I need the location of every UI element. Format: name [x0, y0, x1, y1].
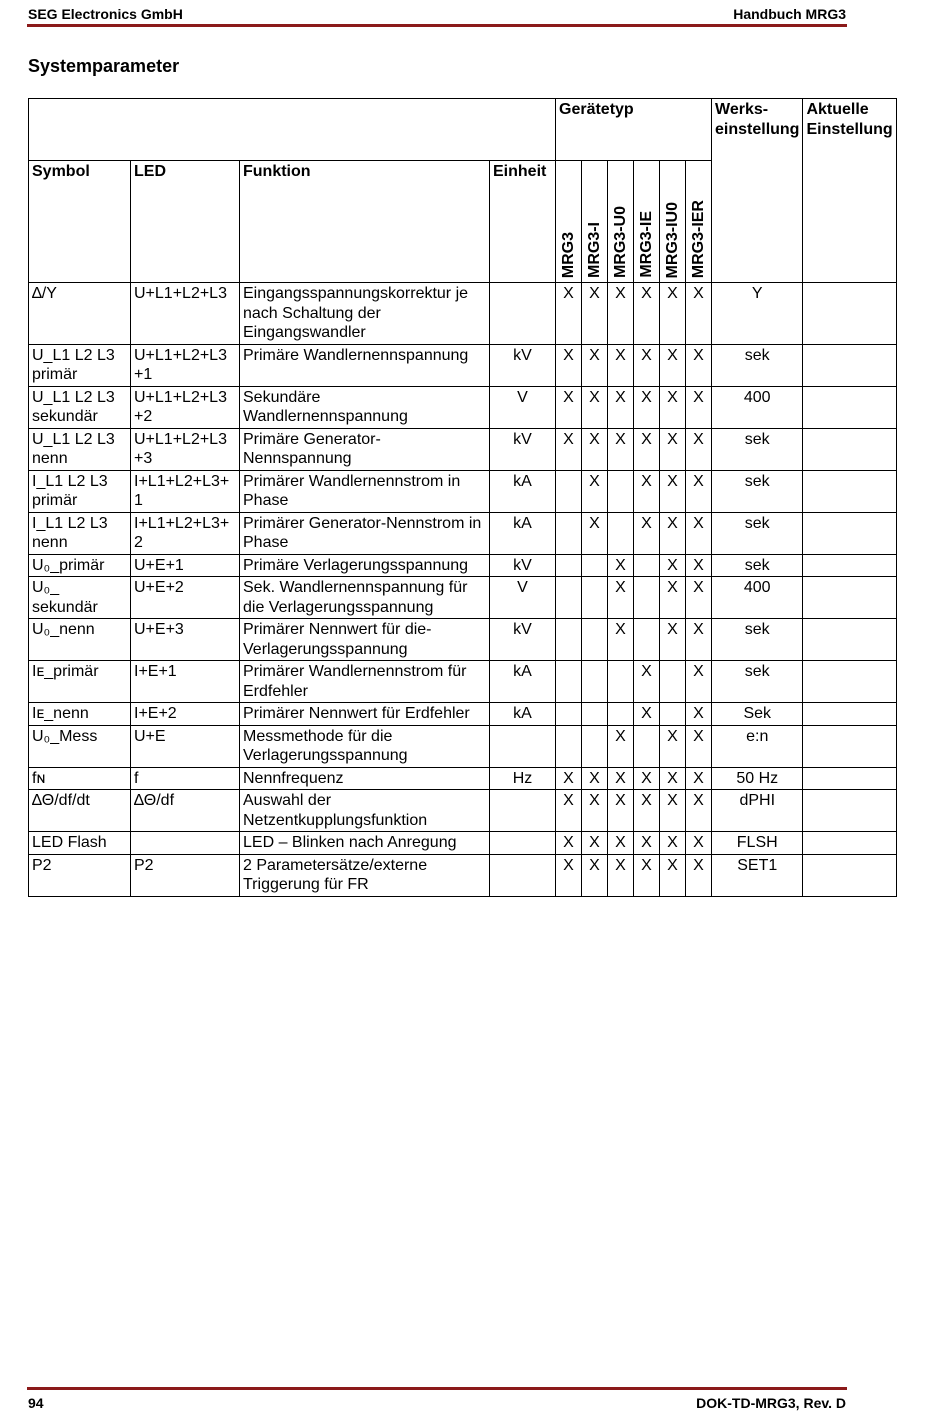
- cell-device-mrg3-iu0: X: [660, 854, 686, 896]
- cell-factory-setting: Y: [712, 283, 803, 345]
- table-row: [29, 703, 897, 726]
- cell-symbol: ∆Θ/df/dt: [29, 790, 131, 832]
- cell-device-mrg3-u0: X: [608, 725, 634, 767]
- cell-factory-setting: sek: [712, 344, 803, 386]
- cell-device-mrg3-ier: X: [686, 512, 712, 554]
- cell-device-mrg3: [556, 554, 582, 577]
- cell-device-mrg3-u0: X: [608, 619, 634, 661]
- cell-device-mrg3: X: [556, 344, 582, 386]
- cell-device-mrg3-u0: X: [608, 832, 634, 855]
- cell-led: U+L1+L2+L3 +2: [131, 386, 240, 428]
- cell-unit: [490, 832, 556, 855]
- table-row: [29, 512, 897, 554]
- cell-led: U+L1+L2+L3 +3: [131, 428, 240, 470]
- table-row: [29, 619, 897, 661]
- cell-unit: [490, 283, 556, 345]
- cell-device-mrg3-u0: X: [608, 554, 634, 577]
- cell-device-mrg3-iu0: X: [660, 470, 686, 512]
- cell-device-mrg3-iu0: X: [660, 832, 686, 855]
- cell-device-mrg3-ie: X: [634, 832, 660, 855]
- cell-symbol: U₀_primär: [29, 554, 131, 577]
- cell-symbol: ∆/Y: [29, 283, 131, 345]
- cell-symbol: I_L1 L2 L3 primär: [29, 470, 131, 512]
- cell-symbol: U₀_ sekundär: [29, 577, 131, 619]
- device-type-header: Gerätetyp: [556, 99, 712, 161]
- cell-device-mrg3-iu0: X: [660, 577, 686, 619]
- cell-function: Primärer Nennwert für die-Verlagerungsspannung: [240, 619, 490, 661]
- table-row: [29, 854, 897, 896]
- cell-function: Primärer Wandlernennstrom in Phase: [240, 470, 490, 512]
- cell-device-mrg3-ie: X: [634, 283, 660, 345]
- table-row: [29, 767, 897, 790]
- cell-symbol: I_L1 L2 L3 nenn: [29, 512, 131, 554]
- footer-rule: [27, 1387, 847, 1390]
- cell-device-mrg3-u0: [608, 661, 634, 703]
- cell-device-mrg3-u0: X: [608, 428, 634, 470]
- cell-function: Messmethode für die Verlagerungsspannung: [240, 725, 490, 767]
- header-rule: [27, 24, 847, 27]
- cell-led: I+E+2: [131, 703, 240, 726]
- table-row: [29, 725, 897, 767]
- table-row: [29, 790, 897, 832]
- cell-unit: kV: [490, 554, 556, 577]
- cell-unit: [490, 854, 556, 896]
- footer-page-number: 94: [28, 1395, 44, 1411]
- cell-device-mrg3: X: [556, 428, 582, 470]
- cell-current-setting: [803, 703, 896, 726]
- cell-device-mrg3-i: [582, 725, 608, 767]
- cell-device-mrg3-ie: X: [634, 661, 660, 703]
- cell-device-mrg3-i: [582, 619, 608, 661]
- cell-led: U+E+2: [131, 577, 240, 619]
- cell-device-mrg3-ie: [634, 725, 660, 767]
- cell-symbol: U₀_Mess: [29, 725, 131, 767]
- cell-device-mrg3-i: X: [582, 767, 608, 790]
- cell-device-mrg3-i: [582, 554, 608, 577]
- cell-current-setting: [803, 725, 896, 767]
- cell-unit: kA: [490, 661, 556, 703]
- cell-device-mrg3-i: [582, 577, 608, 619]
- cell-device-mrg3: [556, 470, 582, 512]
- device-header-mrg3: MRG3: [556, 161, 582, 283]
- cell-current-setting: [803, 344, 896, 386]
- cell-symbol: U₀_nenn: [29, 619, 131, 661]
- cell-unit: V: [490, 386, 556, 428]
- cell-factory-setting: sek: [712, 470, 803, 512]
- cell-device-mrg3-u0: [608, 703, 634, 726]
- cell-function: Primärer Generator-Nennstrom in Phase: [240, 512, 490, 554]
- cell-device-mrg3: [556, 661, 582, 703]
- cell-unit: [490, 790, 556, 832]
- header-manual-title: Handbuch MRG3: [733, 6, 846, 22]
- cell-device-mrg3-ie: X: [634, 703, 660, 726]
- table-row: [29, 386, 897, 428]
- cell-current-setting: [803, 661, 896, 703]
- cell-factory-setting: sek: [712, 512, 803, 554]
- device-header-mrg3-u0: MRG3-U0: [608, 161, 634, 283]
- table-row: [29, 554, 897, 577]
- cell-device-mrg3-ie: X: [634, 767, 660, 790]
- cell-led: f: [131, 767, 240, 790]
- cell-led: ∆Θ/df: [131, 790, 240, 832]
- cell-device-mrg3-u0: [608, 512, 634, 554]
- cell-device-mrg3-iu0: X: [660, 790, 686, 832]
- cell-device-mrg3-ier: X: [686, 854, 712, 896]
- cell-device-mrg3-iu0: X: [660, 512, 686, 554]
- cell-device-mrg3-ie: [634, 619, 660, 661]
- cell-current-setting: [803, 428, 896, 470]
- cell-device-mrg3: [556, 725, 582, 767]
- cell-unit: kV: [490, 344, 556, 386]
- cell-device-mrg3-ier: X: [686, 386, 712, 428]
- cell-function: LED – Blinken nach Anregung: [240, 832, 490, 855]
- cell-factory-setting: Sek: [712, 703, 803, 726]
- cell-function: 2 Parametersätze/externe Triggerung für FR: [240, 854, 490, 896]
- cell-led: U+E+1: [131, 554, 240, 577]
- cell-device-mrg3-ier: X: [686, 428, 712, 470]
- cell-factory-setting: sek: [712, 619, 803, 661]
- cell-device-mrg3-ier: X: [686, 725, 712, 767]
- cell-current-setting: [803, 386, 896, 428]
- cell-device-mrg3-i: X: [582, 283, 608, 345]
- device-header-mrg3-i: MRG3-I: [582, 161, 608, 283]
- cell-unit: kV: [490, 619, 556, 661]
- cell-device-mrg3-ier: X: [686, 283, 712, 345]
- cell-device-mrg3: [556, 703, 582, 726]
- cell-device-mrg3-i: X: [582, 832, 608, 855]
- cell-symbol: U_L1 L2 L3 sekundär: [29, 386, 131, 428]
- table-row: [29, 283, 897, 345]
- cell-device-mrg3-ier: X: [686, 661, 712, 703]
- cell-device-mrg3-iu0: [660, 661, 686, 703]
- cell-device-mrg3-ier: X: [686, 619, 712, 661]
- cell-device-mrg3: X: [556, 854, 582, 896]
- cell-current-setting: [803, 619, 896, 661]
- cell-device-mrg3-iu0: X: [660, 386, 686, 428]
- column-header-function: Funktion: [240, 161, 490, 283]
- cell-device-mrg3: X: [556, 767, 582, 790]
- empty-header-cell: [29, 99, 556, 161]
- cell-device-mrg3-iu0: X: [660, 619, 686, 661]
- cell-factory-setting: sek: [712, 661, 803, 703]
- table-row: [29, 470, 897, 512]
- cell-device-mrg3-iu0: X: [660, 344, 686, 386]
- cell-device-mrg3: [556, 512, 582, 554]
- cell-led: I+L1+L2+L3+ 1: [131, 470, 240, 512]
- cell-function: Sek. Wandlernennspannung für die Verlagerungsspannung: [240, 577, 490, 619]
- footer-document-id: DOK-TD-MRG3, Rev. D: [696, 1395, 846, 1411]
- cell-device-mrg3-u0: X: [608, 386, 634, 428]
- cell-factory-setting: e:n: [712, 725, 803, 767]
- cell-unit: kA: [490, 470, 556, 512]
- cell-factory-setting: 400: [712, 386, 803, 428]
- header-company: SEG Electronics GmbH: [28, 6, 183, 22]
- cell-unit: V: [490, 577, 556, 619]
- cell-current-setting: [803, 790, 896, 832]
- cell-device-mrg3-ie: [634, 554, 660, 577]
- cell-device-mrg3-ier: X: [686, 832, 712, 855]
- cell-device-mrg3-u0: [608, 470, 634, 512]
- cell-device-mrg3-i: X: [582, 854, 608, 896]
- cell-current-setting: [803, 470, 896, 512]
- cell-device-mrg3-ie: X: [634, 790, 660, 832]
- cell-device-mrg3-ie: X: [634, 428, 660, 470]
- table-row: [29, 832, 897, 855]
- cell-device-mrg3-u0: X: [608, 854, 634, 896]
- cell-device-mrg3-i: X: [582, 428, 608, 470]
- cell-current-setting: [803, 283, 896, 345]
- cell-device-mrg3-iu0: X: [660, 767, 686, 790]
- cell-unit: [490, 725, 556, 767]
- cell-device-mrg3-ie: X: [634, 512, 660, 554]
- cell-current-setting: [803, 577, 896, 619]
- cell-device-mrg3: X: [556, 832, 582, 855]
- cell-device-mrg3-ier: X: [686, 790, 712, 832]
- cell-device-mrg3-u0: X: [608, 344, 634, 386]
- cell-current-setting: [803, 512, 896, 554]
- cell-led: U+L1+L2+L3: [131, 283, 240, 345]
- cell-symbol: Iᴇ_primär: [29, 661, 131, 703]
- cell-device-mrg3-iu0: X: [660, 554, 686, 577]
- cell-device-mrg3-ie: X: [634, 344, 660, 386]
- cell-symbol: fɴ: [29, 767, 131, 790]
- device-header-mrg3-ie: MRG3-IE: [634, 161, 660, 283]
- cell-device-mrg3-iu0: X: [660, 725, 686, 767]
- cell-device-mrg3-i: [582, 703, 608, 726]
- cell-function: Primäre Verlagerungsspannung: [240, 554, 490, 577]
- cell-device-mrg3-ier: X: [686, 470, 712, 512]
- cell-factory-setting: FLSH: [712, 832, 803, 855]
- cell-symbol: Iᴇ_nenn: [29, 703, 131, 726]
- cell-device-mrg3-i: X: [582, 790, 608, 832]
- cell-current-setting: [803, 767, 896, 790]
- cell-function: Sekundäre Wandlernennspannung: [240, 386, 490, 428]
- cell-led: U+E: [131, 725, 240, 767]
- cell-device-mrg3-iu0: [660, 703, 686, 726]
- cell-device-mrg3-ie: [634, 577, 660, 619]
- cell-function: Auswahl der Netzentkupplungsfunktion: [240, 790, 490, 832]
- cell-device-mrg3-ier: X: [686, 344, 712, 386]
- page-title: Systemparameter: [28, 56, 180, 76]
- cell-function: Primäre Generator-Nennspannung: [240, 428, 490, 470]
- table-row: [29, 428, 897, 470]
- cell-device-mrg3-u0: X: [608, 767, 634, 790]
- table-row: [29, 344, 897, 386]
- column-header-symbol: Symbol: [29, 161, 131, 283]
- cell-led: I+L1+L2+L3+ 2: [131, 512, 240, 554]
- cell-function: Primärer Nennwert für Erdfehler: [240, 703, 490, 726]
- cell-function: Primärer Wandlernennstrom für Erdfehler: [240, 661, 490, 703]
- cell-unit: kV: [490, 428, 556, 470]
- cell-device-mrg3-iu0: X: [660, 428, 686, 470]
- cell-unit: kA: [490, 512, 556, 554]
- factory-setting-header: Werks-einstellung: [712, 99, 803, 283]
- cell-symbol: LED Flash: [29, 832, 131, 855]
- cell-current-setting: [803, 554, 896, 577]
- cell-led: U+L1+L2+L3 +1: [131, 344, 240, 386]
- cell-device-mrg3-ier: X: [686, 554, 712, 577]
- cell-current-setting: [803, 832, 896, 855]
- cell-led: I+E+1: [131, 661, 240, 703]
- cell-function: Nennfrequenz: [240, 767, 490, 790]
- cell-device-mrg3: [556, 577, 582, 619]
- cell-device-mrg3-i: X: [582, 344, 608, 386]
- column-header-unit: Einheit: [490, 161, 556, 283]
- cell-device-mrg3-u0: X: [608, 283, 634, 345]
- device-header-mrg3-iu0: MRG3-IU0: [660, 161, 686, 283]
- cell-device-mrg3: X: [556, 283, 582, 345]
- cell-unit: Hz: [490, 767, 556, 790]
- cell-device-mrg3-u0: X: [608, 577, 634, 619]
- cell-factory-setting: dPHI: [712, 790, 803, 832]
- cell-device-mrg3-i: X: [582, 512, 608, 554]
- cell-function: Eingangsspannungskorrektur je nach Schaltung der Eingangswandler: [240, 283, 490, 345]
- cell-device-mrg3-ier: X: [686, 703, 712, 726]
- cell-led: U+E+3: [131, 619, 240, 661]
- cell-led: P2: [131, 854, 240, 896]
- table-group-header-row: [29, 99, 897, 161]
- cell-device-mrg3-i: X: [582, 470, 608, 512]
- table-row: [29, 577, 897, 619]
- cell-device-mrg3-ie: X: [634, 386, 660, 428]
- cell-led: [131, 832, 240, 855]
- column-header-led: LED: [131, 161, 240, 283]
- cell-device-mrg3-ie: X: [634, 854, 660, 896]
- cell-device-mrg3: X: [556, 790, 582, 832]
- cell-device-mrg3-u0: X: [608, 790, 634, 832]
- cell-device-mrg3: [556, 619, 582, 661]
- cell-symbol: U_L1 L2 L3 nenn: [29, 428, 131, 470]
- cell-device-mrg3: X: [556, 386, 582, 428]
- cell-factory-setting: 50 Hz: [712, 767, 803, 790]
- cell-function: Primäre Wandlernennspannung: [240, 344, 490, 386]
- cell-device-mrg3-ier: X: [686, 577, 712, 619]
- current-setting-header: Aktuelle Einstellung: [803, 99, 896, 283]
- cell-factory-setting: 400: [712, 577, 803, 619]
- cell-unit: kA: [490, 703, 556, 726]
- device-header-mrg3-ier: MRG3-IER: [686, 161, 712, 283]
- cell-device-mrg3-iu0: X: [660, 283, 686, 345]
- cell-current-setting: [803, 854, 896, 896]
- cell-factory-setting: SET1: [712, 854, 803, 896]
- cell-factory-setting: sek: [712, 428, 803, 470]
- system-parameter-table: [28, 98, 897, 897]
- cell-symbol: P2: [29, 854, 131, 896]
- cell-device-mrg3-ier: X: [686, 767, 712, 790]
- cell-device-mrg3-ie: X: [634, 470, 660, 512]
- table-row: [29, 661, 897, 703]
- cell-factory-setting: sek: [712, 554, 803, 577]
- cell-symbol: U_L1 L2 L3 primär: [29, 344, 131, 386]
- cell-device-mrg3-i: [582, 661, 608, 703]
- cell-device-mrg3-i: X: [582, 386, 608, 428]
